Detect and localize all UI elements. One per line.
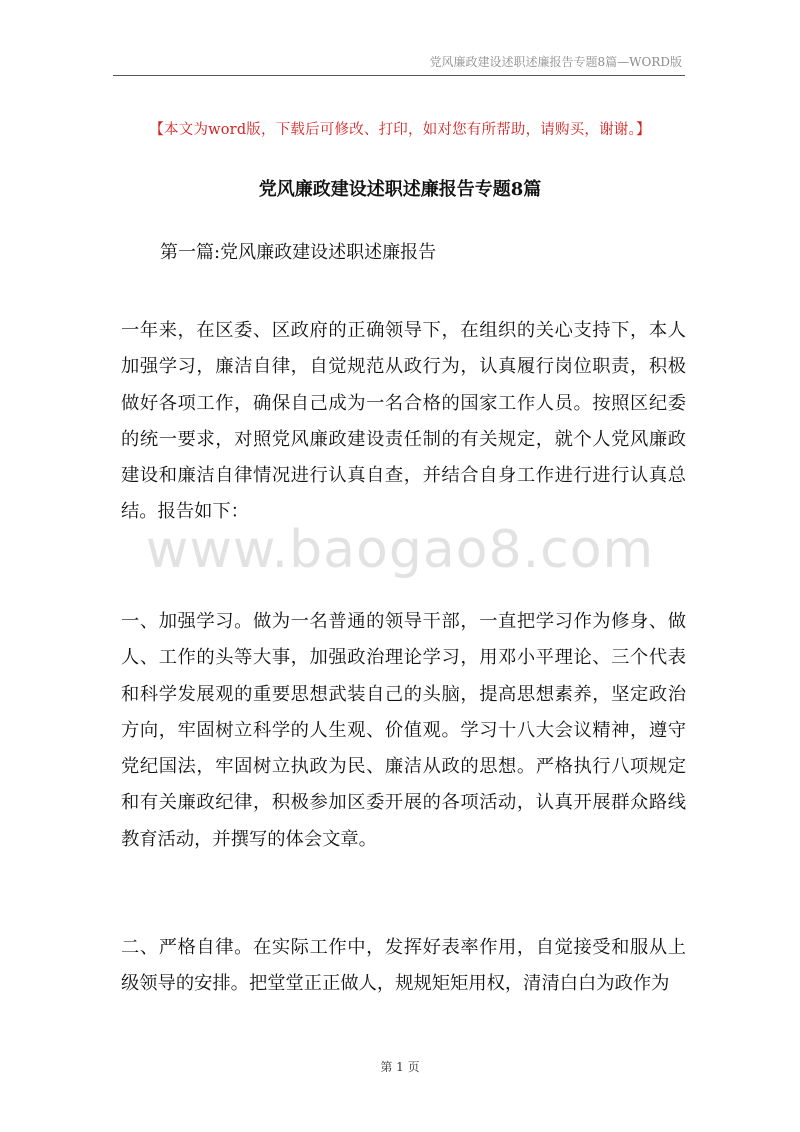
page-number: 第 1 页 — [380, 1060, 420, 1074]
section-heading: 第一篇:党风廉政建设述职述廉报告 — [160, 242, 437, 263]
running-header-title: 党风廉政建设述职述廉报告专题8篇—WORD版 — [429, 55, 682, 69]
document-title: 党风廉政建设述职述廉报告专题8篇 — [258, 179, 542, 200]
body-paragraph-2: 一、加强学习。做为一名普通的领导干部，一直把学习作为修身、做人、工作的头等大事，加强政治理论学习，用邓小平理论、三个代表和科学发展观的重要思想武装自己的头脑，提高思想素养，坚定政治方向，牢固树立科学的人生观、价值观。学习十八大会议精神，遵守党纪国法，牢固树立执政为民、廉洁从政的思想。严格执行八项规定和有关廉政纪律，积极参加区委开展的各项活动，认真开展群众路线教育活动，并撰写的体会文章。 — [121, 611, 686, 850]
header-divider — [113, 75, 685, 76]
body-paragraph-1: 一年来，在区委、区政府的正确领导下，在组织的关心支持下，本人加强学习，廉洁自律，自觉规范从政行为，认真履行岗位职责，积极做好各项工作，确保自己成为一名合格的国家工作人员。按照区纪委的统一要求，对照党风廉政建设责任制的有关规定，就个人党风廉政建设和廉洁自律情况进行认真自查，并结合自身工作进行进行认真总结。报告如下： — [121, 320, 686, 523]
purchase-notice: 【本文为word版，下载后可修改、打印，如对您有所帮助，请购买，谢谢。】 — [149, 122, 651, 138]
body-paragraph-3: 二、严格自律。在实际工作中，发挥好表率作用，自觉接受和服从上级领导的安排。把堂堂正正做人，规规矩矩用权，清清白白为政作为 — [121, 937, 686, 995]
watermark: www.baogao8.com — [145, 520, 655, 580]
